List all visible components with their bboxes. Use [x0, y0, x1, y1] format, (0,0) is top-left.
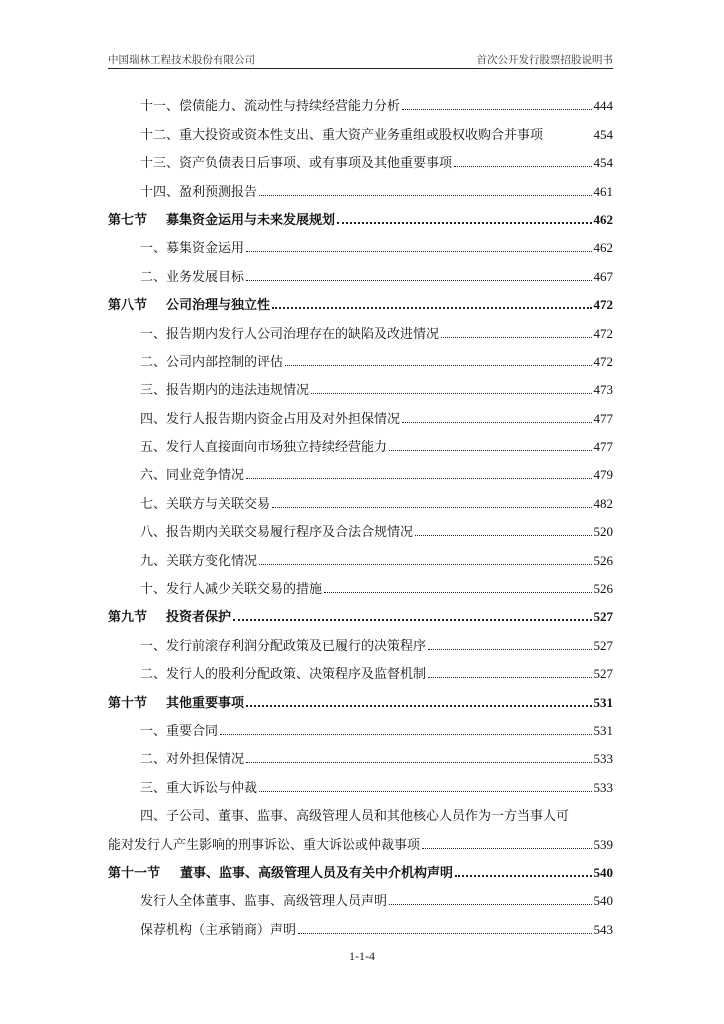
toc-chapter-heading — [108, 209, 335, 228]
toc-dot-leader — [272, 506, 591, 508]
toc-section-entry[interactable] — [108, 824, 613, 852]
toc-section-title: 一、重要合同 — [140, 723, 219, 739]
toc-chapter-heading — [108, 692, 244, 711]
toc-section-title: 四、子公司、董事、监事、高级管理人员和其他核心人员作为一方当事人可 — [140, 809, 570, 825]
toc-chapter-title: 募集资金运用与未来发展规划 — [166, 212, 336, 228]
toc-chapter-title: 其他重要事项 — [166, 695, 245, 711]
toc-dot-leader — [402, 108, 591, 110]
toc-dot-leader — [428, 648, 591, 650]
toc-chapter-entry[interactable] — [108, 285, 613, 313]
toc-section-title: 二、发行人的股利分配政策、决策程序及监督机制 — [140, 667, 427, 683]
toc-dot-leader — [259, 790, 591, 792]
toc-dot-leader — [233, 618, 591, 621]
toc-chapter-title: 董事、监事、高级管理人员及有关中介机构声明 — [180, 865, 454, 881]
toc-section-title: 一、发行前滚存利润分配政策及已履行的决策程序 — [140, 638, 427, 654]
toc-dot-leader — [246, 250, 591, 252]
toc-section-entry[interactable] — [108, 625, 613, 653]
toc-chapter-heading — [108, 294, 270, 313]
toc-page-number: 454 — [593, 155, 613, 171]
toc-page-number: 472 — [593, 353, 613, 369]
toc-page-number: 543 — [593, 921, 613, 937]
toc-dot-leader — [220, 733, 591, 735]
toc-section-entry[interactable] — [108, 654, 613, 682]
toc-section-entry[interactable] — [108, 881, 613, 909]
toc-page-number: 477 — [593, 439, 613, 455]
toc-page-number: 482 — [593, 495, 613, 511]
toc-section-title: 二、公司内部控制的评估 — [140, 354, 284, 370]
toc-section-title: 六、同业竞争情况 — [140, 468, 245, 484]
toc-page-number: 533 — [593, 751, 613, 767]
toc-section-entry[interactable] — [108, 483, 613, 511]
toc-dot-leader — [389, 903, 591, 905]
toc-section-entry[interactable] — [108, 711, 613, 739]
toc-section-title: 一、报告期内发行人公司治理存在的缺陷及改进情况 — [140, 326, 440, 342]
toc-section-title: 十三、资产负债表日后事项、或有事项及其他重要事项 — [140, 156, 453, 172]
toc-dot-leader — [259, 563, 591, 565]
toc-section-title: 三、重大诉讼与仲裁 — [140, 780, 258, 796]
toc-dot-leader — [324, 591, 591, 593]
toc-page-number: 526 — [593, 552, 613, 568]
toc-dot-leader — [246, 477, 591, 479]
toc-section-entry[interactable] — [108, 143, 613, 171]
toc-section-title: 二、对外担保情况 — [140, 752, 245, 768]
page-number: 1-1-4 — [349, 949, 375, 963]
header-document-title: 首次公开发行股票招股说明书 — [476, 54, 613, 66]
toc-chapter-number: 第十节 — [108, 695, 148, 711]
toc-page-number: 540 — [593, 864, 613, 880]
toc-dot-leader — [428, 676, 591, 678]
toc-dot-leader — [298, 932, 591, 934]
toc-chapter-number: 第七节 — [108, 212, 148, 228]
toc-page-number: 527 — [593, 637, 613, 653]
toc-dot-leader — [389, 449, 591, 451]
toc-chapter-number: 第九节 — [108, 610, 148, 626]
toc-section-title: 能对发行人产生影响的刑事诉讼、重大诉讼或仲裁事项 — [108, 837, 421, 853]
toc-chapter-entry[interactable] — [108, 200, 613, 228]
toc-dot-leader — [246, 761, 591, 763]
toc-section-entry[interactable] — [108, 256, 613, 284]
toc-section-entry[interactable] — [108, 171, 613, 199]
toc-page-number: 539 — [593, 836, 613, 852]
toc-chapter-entry[interactable] — [108, 597, 613, 625]
toc-section-title: 九、关联方变化情况 — [140, 553, 258, 569]
toc-chapter-entry[interactable] — [108, 682, 613, 710]
toc-page-number: 472 — [593, 325, 613, 341]
toc-section-title: 七、关联方与关联交易 — [140, 496, 271, 512]
toc-page-number: 467 — [593, 268, 613, 284]
toc-page-number: 473 — [593, 382, 613, 398]
toc-page-number: 462 — [593, 211, 613, 227]
toc-section-title: 十一、偿债能力、流动性与持续经营能力分析 — [140, 99, 401, 115]
page-header — [108, 52, 613, 69]
header-divider — [108, 68, 613, 69]
toc-section-entry[interactable] — [108, 228, 613, 256]
toc-chapter-number: 第八节 — [108, 298, 148, 314]
toc-section-title: 五、发行人直接面向市场独立持续经营能力 — [140, 440, 388, 456]
toc-dot-leader — [337, 221, 591, 224]
toc-page-number: 531 — [593, 722, 613, 738]
toc-section-entry[interactable] — [108, 427, 613, 455]
toc-page-number: 527 — [593, 666, 613, 682]
toc-page-number: 462 — [593, 240, 613, 256]
toc-page-number: 531 — [593, 694, 613, 710]
toc-section-entry[interactable] — [108, 796, 613, 824]
toc-dot-leader — [272, 306, 591, 309]
toc-section-title: 一、募集资金运用 — [140, 241, 245, 257]
toc-chapter-title: 公司治理与独立性 — [166, 298, 271, 314]
toc-section-title: 三、报告期内的违法违规情况 — [140, 383, 310, 399]
toc-page-number: 461 — [593, 183, 613, 199]
toc-section-entry[interactable] — [108, 512, 613, 540]
toc-chapter-entry[interactable] — [108, 853, 613, 881]
toc-dot-leader — [246, 279, 591, 281]
toc-dot-leader — [246, 704, 591, 707]
toc-page-number: 472 — [593, 297, 613, 313]
toc-dot-leader — [441, 336, 591, 338]
toc-page-number: 526 — [593, 581, 613, 597]
toc-page-number: 540 — [593, 893, 613, 909]
toc-dot-leader — [402, 421, 591, 423]
toc-chapter-heading — [108, 606, 231, 625]
toc-section-title: 四、发行人报告期内资金占用及对外担保情况 — [140, 411, 401, 427]
toc-page-number: 479 — [593, 467, 613, 483]
toc-section-entry[interactable] — [108, 909, 613, 937]
toc-dot-leader — [415, 534, 591, 536]
toc-section-entry[interactable] — [108, 398, 613, 426]
toc-dot-leader — [422, 847, 591, 849]
toc-section-title: 发行人全体董事、监事、高级管理人员声明 — [140, 894, 388, 910]
toc-section-title: 十四、盈利预测报告 — [140, 184, 258, 200]
toc-dot-leader — [454, 165, 591, 167]
toc-dot-leader — [455, 874, 591, 877]
toc-section-entry[interactable] — [108, 569, 613, 597]
header-company-name: 中国瑞林工程技术股份有限公司 — [108, 54, 255, 66]
toc-section-entry[interactable] — [108, 767, 613, 795]
toc-dot-leader — [285, 364, 591, 366]
toc-section-entry[interactable] — [108, 86, 613, 114]
toc-section-title: 二、业务发展目标 — [140, 269, 245, 285]
toc-section-entry[interactable] — [108, 540, 613, 568]
toc-section-title: 保荐机构（主承销商）声明 — [140, 922, 297, 938]
toc-page-number: 454 — [593, 126, 613, 142]
toc-dot-leader — [311, 392, 591, 394]
toc-section-entry[interactable] — [108, 114, 613, 142]
toc-chapter-title: 投资者保护 — [166, 610, 232, 626]
toc-chapter-heading — [108, 862, 453, 881]
toc-page-number: 527 — [593, 609, 613, 625]
toc-section-entry[interactable] — [108, 370, 613, 398]
table-of-contents — [108, 86, 613, 938]
toc-page-number: 533 — [593, 779, 613, 795]
toc-section-entry[interactable] — [108, 313, 613, 341]
toc-section-title: 十二、重大投资或资本性支出、重大资产业务重组或股权收购合并事项 — [140, 127, 544, 143]
toc-page-number: 520 — [593, 524, 613, 540]
toc-section-title: 八、报告期内关联交易履行程序及合法合规情况 — [140, 525, 414, 541]
toc-section-entry[interactable] — [108, 342, 613, 370]
toc-section-entry[interactable] — [108, 739, 613, 767]
toc-section-entry[interactable] — [108, 455, 613, 483]
toc-chapter-number: 第十一节 — [108, 865, 161, 881]
toc-section-title: 十、发行人减少关联交易的措施 — [140, 582, 323, 598]
toc-page-number: 477 — [593, 410, 613, 426]
toc-page-number: 444 — [593, 98, 613, 114]
toc-dot-leader — [259, 194, 591, 196]
